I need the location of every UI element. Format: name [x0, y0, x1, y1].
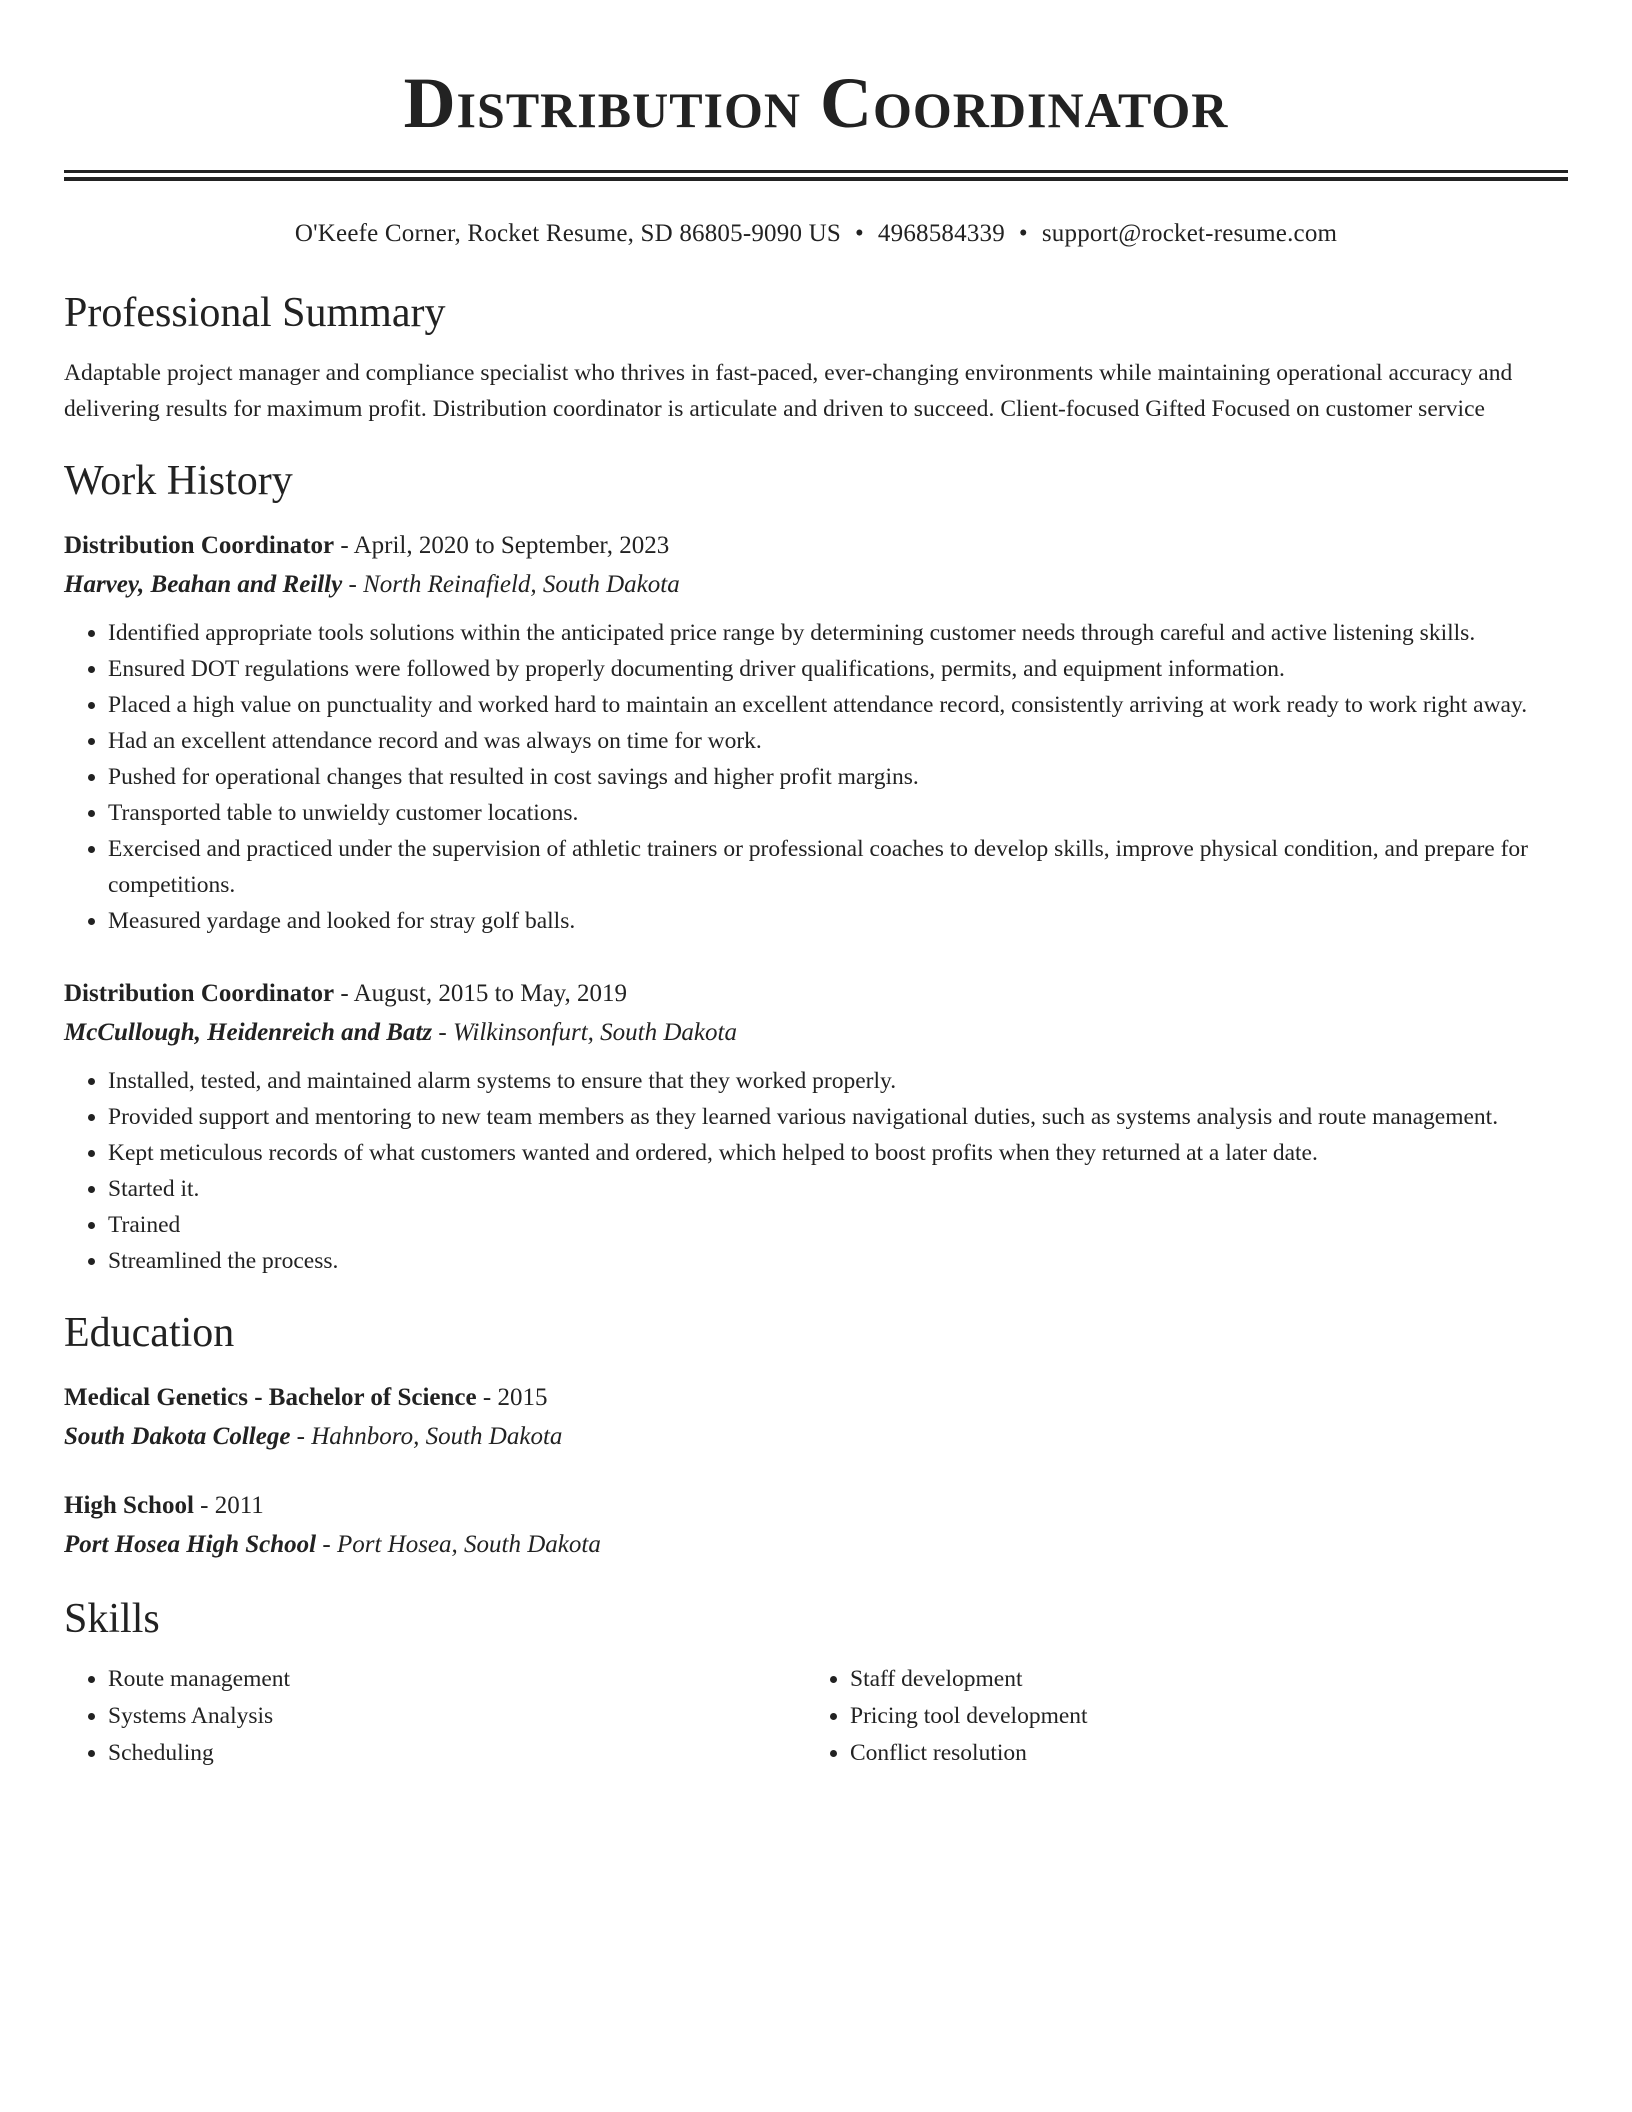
job-bullet: • Provided support and mentoring to new team members as they learned various navigational duties, such as systems analysis and route management.: [108, 1099, 1568, 1135]
school-name: Port Hosea High School: [64, 1531, 317, 1558]
job-bullet: • Exercised and practiced under the supervision of athletic trainers or professional coaches to develop skills, improve physical condition, and prepare for competitions.: [108, 831, 1568, 903]
employer-name: McCullough, Heidenreich and Batz: [64, 1019, 433, 1046]
summary-text: Adaptable project manager and compliance specialist who thrives in fast-paced, ever-changing environments while maintaining operational accuracy and delivering results for maximum profit. Distribution coordinator is articulate and driven to succeed. Client-focused Gifted Focused on customer service: [64, 360, 1513, 422]
employer-location: North Reinafield, South Dakota: [363, 571, 680, 598]
job-bullet: • Ensured DOT regulations were followed by properly documenting driver qualifications, permits, and equipment information.: [108, 651, 1568, 687]
job-title-line: Distribution Coordinator - April, 2020 to September, 2023: [64, 532, 670, 559]
job-bullet: • Installed, tested, and maintained alarm systems to ensure that they worked properly.: [108, 1063, 1568, 1099]
degree-line: Medical Genetics - Bachelor of Science - 2015: [64, 1384, 548, 1411]
job-bullet: • Identified appropriate tools solutions within the anticipated price range by determining customer needs through careful and active listening skills.: [108, 615, 1568, 651]
education-heading: Education: [64, 1310, 235, 1356]
school-line: South Dakota College - Hahnboro, South Dakota: [64, 1423, 563, 1450]
skills-column-right: [806, 1661, 1548, 1772]
skill-item: • Scheduling: [108, 1735, 806, 1772]
skills-list: [806, 1661, 1548, 1772]
job-dates: April, 2020 to September, 2023: [353, 532, 670, 559]
degree-year: 2015: [497, 1384, 548, 1411]
skills-list: [64, 1661, 806, 1772]
skill-item: • Systems Analysis: [108, 1698, 806, 1735]
contact-separator: •: [854, 220, 864, 247]
resume-title: Distribution Coordinator: [403, 63, 1229, 143]
job-title-line: Distribution Coordinator - August, 2015 to May, 2019: [64, 980, 627, 1007]
job-entry: [64, 975, 1568, 1279]
contact-separator: •: [1018, 220, 1028, 247]
school-line: Port Hosea High School - Port Hosea, South Dakota: [64, 1531, 601, 1558]
degree-name: Medical Genetics - Bachelor of Science: [64, 1384, 477, 1411]
employer-line: Harvey, Beahan and Reilly - North Reinafield, South Dakota: [64, 571, 680, 598]
job-entry: [64, 527, 1568, 939]
contact-line: [64, 217, 1568, 251]
job-bullets: [64, 615, 1568, 939]
job-bullet: • Kept meticulous records of what customers wanted and ordered, which helped to boost profits when they returned at a later date.: [108, 1135, 1568, 1171]
education-entry: [64, 1379, 1568, 1457]
skills-heading: Skills: [64, 1596, 160, 1642]
job-dates: August, 2015 to May, 2019: [353, 980, 627, 1007]
employer-name: Harvey, Beahan and Reilly: [64, 571, 343, 598]
degree-line: High School - 2011: [64, 1492, 264, 1519]
job-bullet: • Had an excellent attendance record and was always on time for work.: [108, 723, 1568, 759]
contact-address: O'Keefe Corner, Rocket Resume, SD 86805-9090 US: [294, 220, 841, 247]
school-name: South Dakota College: [64, 1423, 291, 1450]
contact-phone: 4968584339: [877, 220, 1005, 247]
skill-item: • Staff development: [850, 1661, 1548, 1698]
job-bullet: • Trained: [108, 1207, 1568, 1243]
job-bullet: • Started it.: [108, 1171, 1568, 1207]
contact-email: support@rocket-resume.com: [1041, 220, 1338, 247]
title-divider: [64, 170, 1568, 181]
job-title: Distribution Coordinator: [64, 532, 335, 559]
employer-location: Wilkinsonfurt, South Dakota: [452, 1019, 737, 1046]
school-location: Hahnboro, South Dakota: [311, 1423, 563, 1450]
job-bullet: • Pushed for operational changes that resulted in cost savings and higher profit margins.: [108, 759, 1568, 795]
job-title: Distribution Coordinator: [64, 980, 335, 1007]
skills-column-left: [64, 1661, 806, 1772]
work-history-heading: Work History: [64, 458, 293, 504]
job-bullet: • Measured yardage and looked for stray golf balls.: [108, 903, 1568, 939]
degree-name: High School: [64, 1492, 194, 1519]
skill-item: • Pricing tool development: [850, 1698, 1548, 1735]
job-bullet: • Streamlined the process.: [108, 1243, 1568, 1279]
degree-year: 2011: [214, 1492, 264, 1519]
job-bullet: • Transported table to unwieldy customer locations.: [108, 795, 1568, 831]
skill-item: • Route management: [108, 1661, 806, 1698]
job-bullet: • Placed a high value on punctuality and worked hard to maintain an excellent attendance record, consistently arriving at work ready to work right away.: [108, 687, 1568, 723]
skills-grid: [64, 1661, 1568, 1772]
job-bullets: [64, 1063, 1568, 1279]
summary-heading: Professional Summary: [64, 290, 446, 336]
education-entry: [64, 1487, 1568, 1565]
skill-item: • Conflict resolution: [850, 1735, 1548, 1772]
employer-line: McCullough, Heidenreich and Batz - Wilkinsonfurt, South Dakota: [64, 1019, 737, 1046]
school-location: Port Hosea, South Dakota: [336, 1531, 601, 1558]
